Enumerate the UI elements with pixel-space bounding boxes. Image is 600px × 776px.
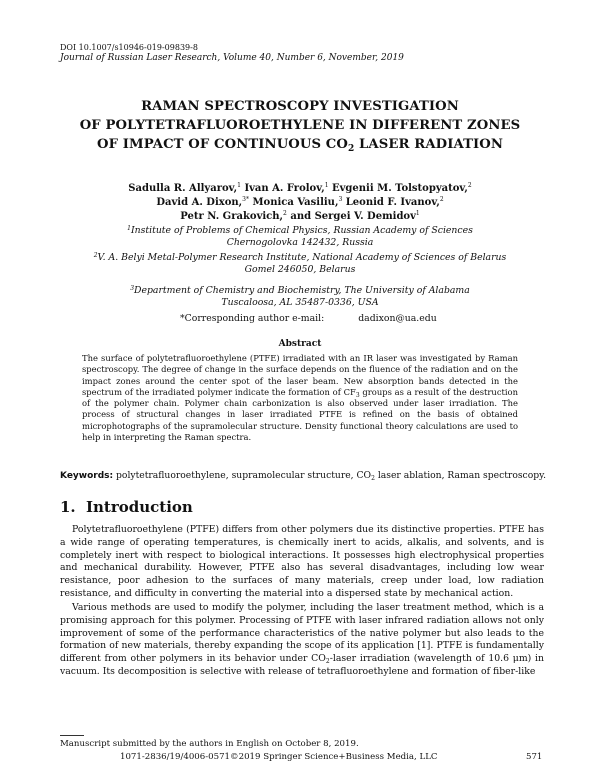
section-heading <box>60 498 193 516</box>
author: Ivan A. Frolov,$^1$ <box>244 182 329 194</box>
author-line <box>60 210 540 224</box>
author: Sadulla R. Allyarov,$^1$ <box>128 182 241 194</box>
author-list <box>60 182 540 224</box>
copyright-line: 1071-2836/19/4006-0571©2019 Springer Science+Business Media, LLC <box>120 752 438 762</box>
author: and Sergei V. Demidov$^1$ <box>290 210 420 222</box>
affiliation-2: $^2$V. A. Belyi Metal-Polymer Research Institute, National Academy of Sciences of Belarus Gomel 246050, Belarus <box>93 252 507 275</box>
manuscript-note: Manuscript submitted by the authors in English on October 8, 2019. <box>60 739 359 749</box>
section-number: 1. <box>60 498 76 516</box>
affiliation-1: $^1$Institute of Problems of Chemical Physics, Russian Academy of Sciences Chernogolovka 142432, Russia <box>127 225 473 248</box>
author: Leonid F. Ivanov,$^2$ <box>345 196 444 208</box>
abstract-heading: Abstract <box>278 339 322 349</box>
title-line-1: RAMAN SPECTROSCOPY INVESTIGATION <box>141 99 459 114</box>
affiliation-3: $^3$Department of Chemistry and Biochemistry, The University of Alabama Tuscaloosa, AL 35487-0336, USA <box>130 285 470 308</box>
author: David A. Dixon,$^{3*}$ <box>156 196 249 208</box>
corresponding-author <box>180 313 437 324</box>
author: Petr N. Grakovich,$^2$ <box>180 210 287 222</box>
corresponding-label: *Corresponding author e-mail: <box>180 313 325 324</box>
title-line-3: OF IMPACT OF CONTINUOUS $CO_2$ LASER RADIATION <box>96 137 504 154</box>
journal-citation: Journal of Russian Laser Research, Volume 40, Number 6, November, 2019 <box>60 53 404 63</box>
page-number: 571 <box>526 752 543 762</box>
paragraph-1: Polytetrafluoroethylene (PTFE) differs from other polymers due its distinctive properties. PTFE has a wide range of operating temperatures, is chemically inert to acids, alkalis, and solvents, and is completely inert with respect to biological interactions. It possesses high electrophysical properties and mechanical durability. However, PTFE also has several disadvantages, including low wear resistance, poor adhesion to the surfaces of many materials, creep under load, low radiation resistance, and difficulty in converting the material into a dispersed state by mechanical action. <box>60 524 544 599</box>
corresponding-email[interactable]: dadixon@ua.edu <box>358 313 437 324</box>
paragraph-2: Various methods are used to modify the polymer, including the laser treatment method, which is a promising approach for this polymer. Processing of PTFE with laser infrared radiation allows not only improvement of some of the performance characteristics of the native polymer but also leads to the formation of new materials, thereby expanding the scope of its application [1]. PTFE is fundamentally different from other polymers in its behavior under $CO_2$-laser irradiation (wavelength of 10.6 μm) in vacuum. Its decomposition is selective with release of tetrafluoroethylene and formation of fiber-like <box>60 602 544 677</box>
keywords: Keywords: polytetrafluoroethylene, supramolecular structure, $CO_2$ laser ablation, Raman spectroscopy. <box>60 470 547 482</box>
author: Evgenii M. Tolstopyatov,$^2$ <box>332 182 472 194</box>
abstract-text: The surface of polytetrafluoroethylene (PTFE) irradiated with an IR laser was investigated by Raman spectroscopy. The degree of change in the surface depends on the fluence of the radiation and on the impact zones around the center spot of the laser beam. New absorption bands detected in the spectrum of the irradiated polymer indicate the formation of $CF_3$ groups as a result of the destruction of the polymer chain. Polymer chain carbonization is also observed under laser irradiation. The process of structural changes in laser irradiated PTFE is refined on the basis of obtained microphotographs of the supramolecular structure. Density functional theory calculations are used to help in interpreting the Raman spectra. <box>82 353 518 443</box>
footnote-rule <box>60 735 84 736</box>
section-title: Introduction <box>86 498 193 516</box>
author-line <box>60 196 540 210</box>
author-line <box>60 182 540 196</box>
author: Monica Vasiliu,$^3$ <box>252 196 343 208</box>
keywords-label: Keywords: <box>60 471 114 481</box>
doi[interactable]: DOI 10.1007/s10946-019-09839-8 <box>60 43 198 52</box>
paper-title <box>40 97 560 154</box>
title-line-2: OF POLYTETRAFLUOROETHYLENE IN DIFFERENT ZONES <box>79 118 521 133</box>
